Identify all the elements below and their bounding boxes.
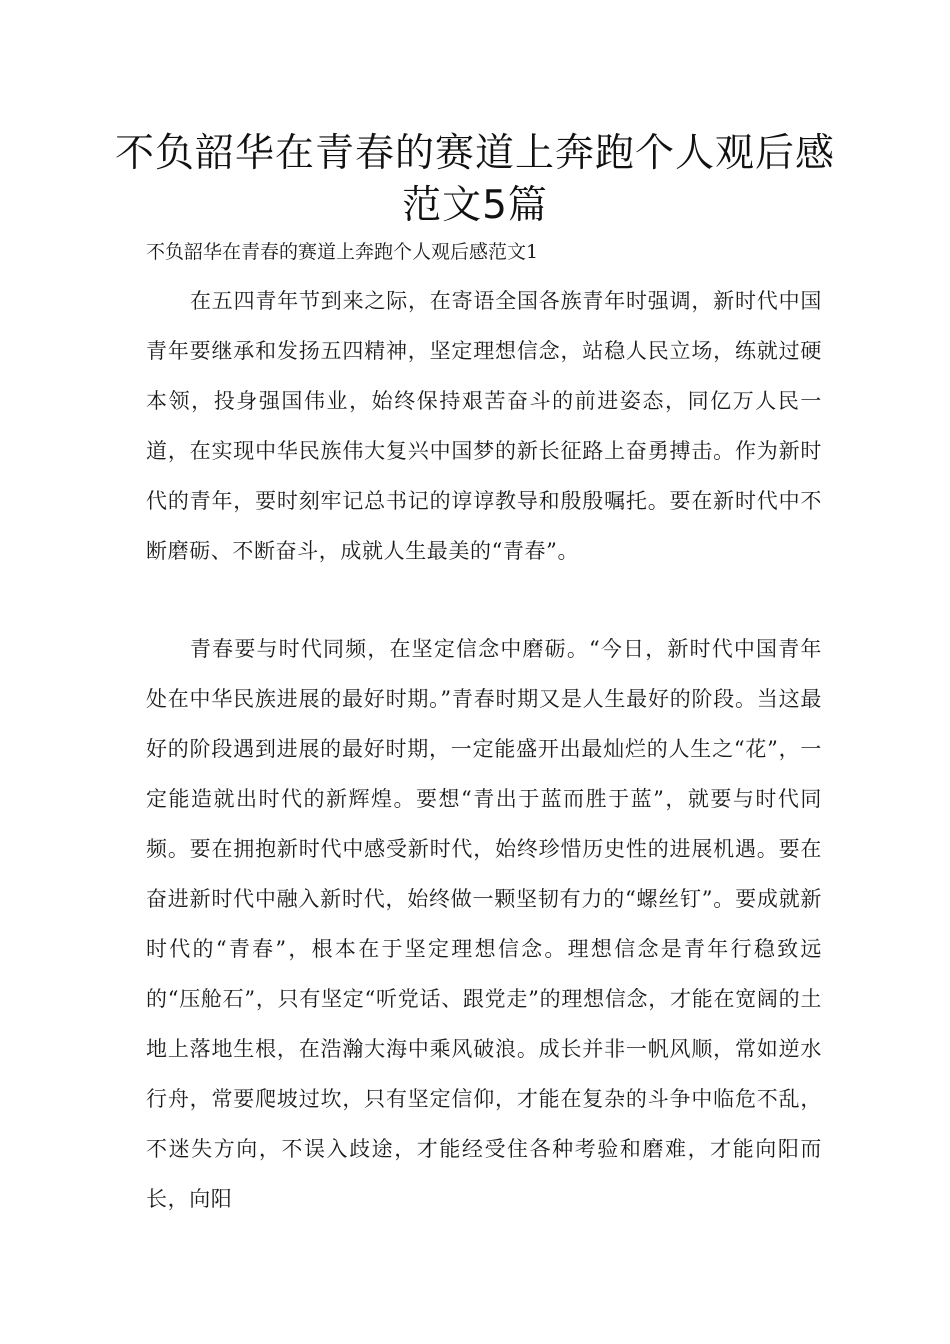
body-paragraph: 在五四青年节到来之际，在寄语全国各族青年时强调，新时代中国青年要继承和发扬五四精神，坚定理想信念，站稳人民立场，练就过硬本领，投身强国伟业，始终保持艰苦奋斗的前进姿态，同亿万人民一道，在实现中华民族伟大复兴中国梦的新长征路上奋勇搏击。作为新时代的青年，要时刻牢记总书记的谆谆教导和殷殷嘱托。要在新时代中不断磨砺、不断奋斗，成就人生最美的“青春”。 (146, 289, 822, 563)
body-paragraph: 青春要与时代同频，在坚定信念中磨砺。“今日，新时代中国青年处在中华民族进展的最好时期。”青春时期又是人生最好的阶段。当这最好的阶段遇到进展的最好时期，一定能盛开出最灿烂的人生之“花”，一定能造就出时代的新辉煌。要想“青出于蓝而胜于蓝”，就要与时代同频。要在拥抱新时代中感受新时代，始终珍惜历史性的进展机遇。要在奋进新时代中融入新时代，始终做一颗坚韧有力的“螺丝钉”。要成就新时代的“青春”，根本在于坚定理想信念。理想信念是青年行稳致远的“压舱石”，只有坚定“听党话、跟党走”的理想信念，才能在宽阔的土地上落地生根，在浩瀚大海中乘风破浪。成长并非一帆风顺，常如逆水行舟，常要爬坡过坎，只有坚定信仰，才能在复杂的斗争中临危不乱，不迷失方向，不误入歧途，才能经受住各种考验和磨难，才能向阳而长，向阳 (146, 637, 822, 1211)
section-heading: 不负韶华在青春的赛道上奔跑个人观后感范文1 (146, 241, 539, 263)
document-title: 不负韶华在青春的赛道上奔跑个人观后感范文5篇 (114, 131, 835, 228)
